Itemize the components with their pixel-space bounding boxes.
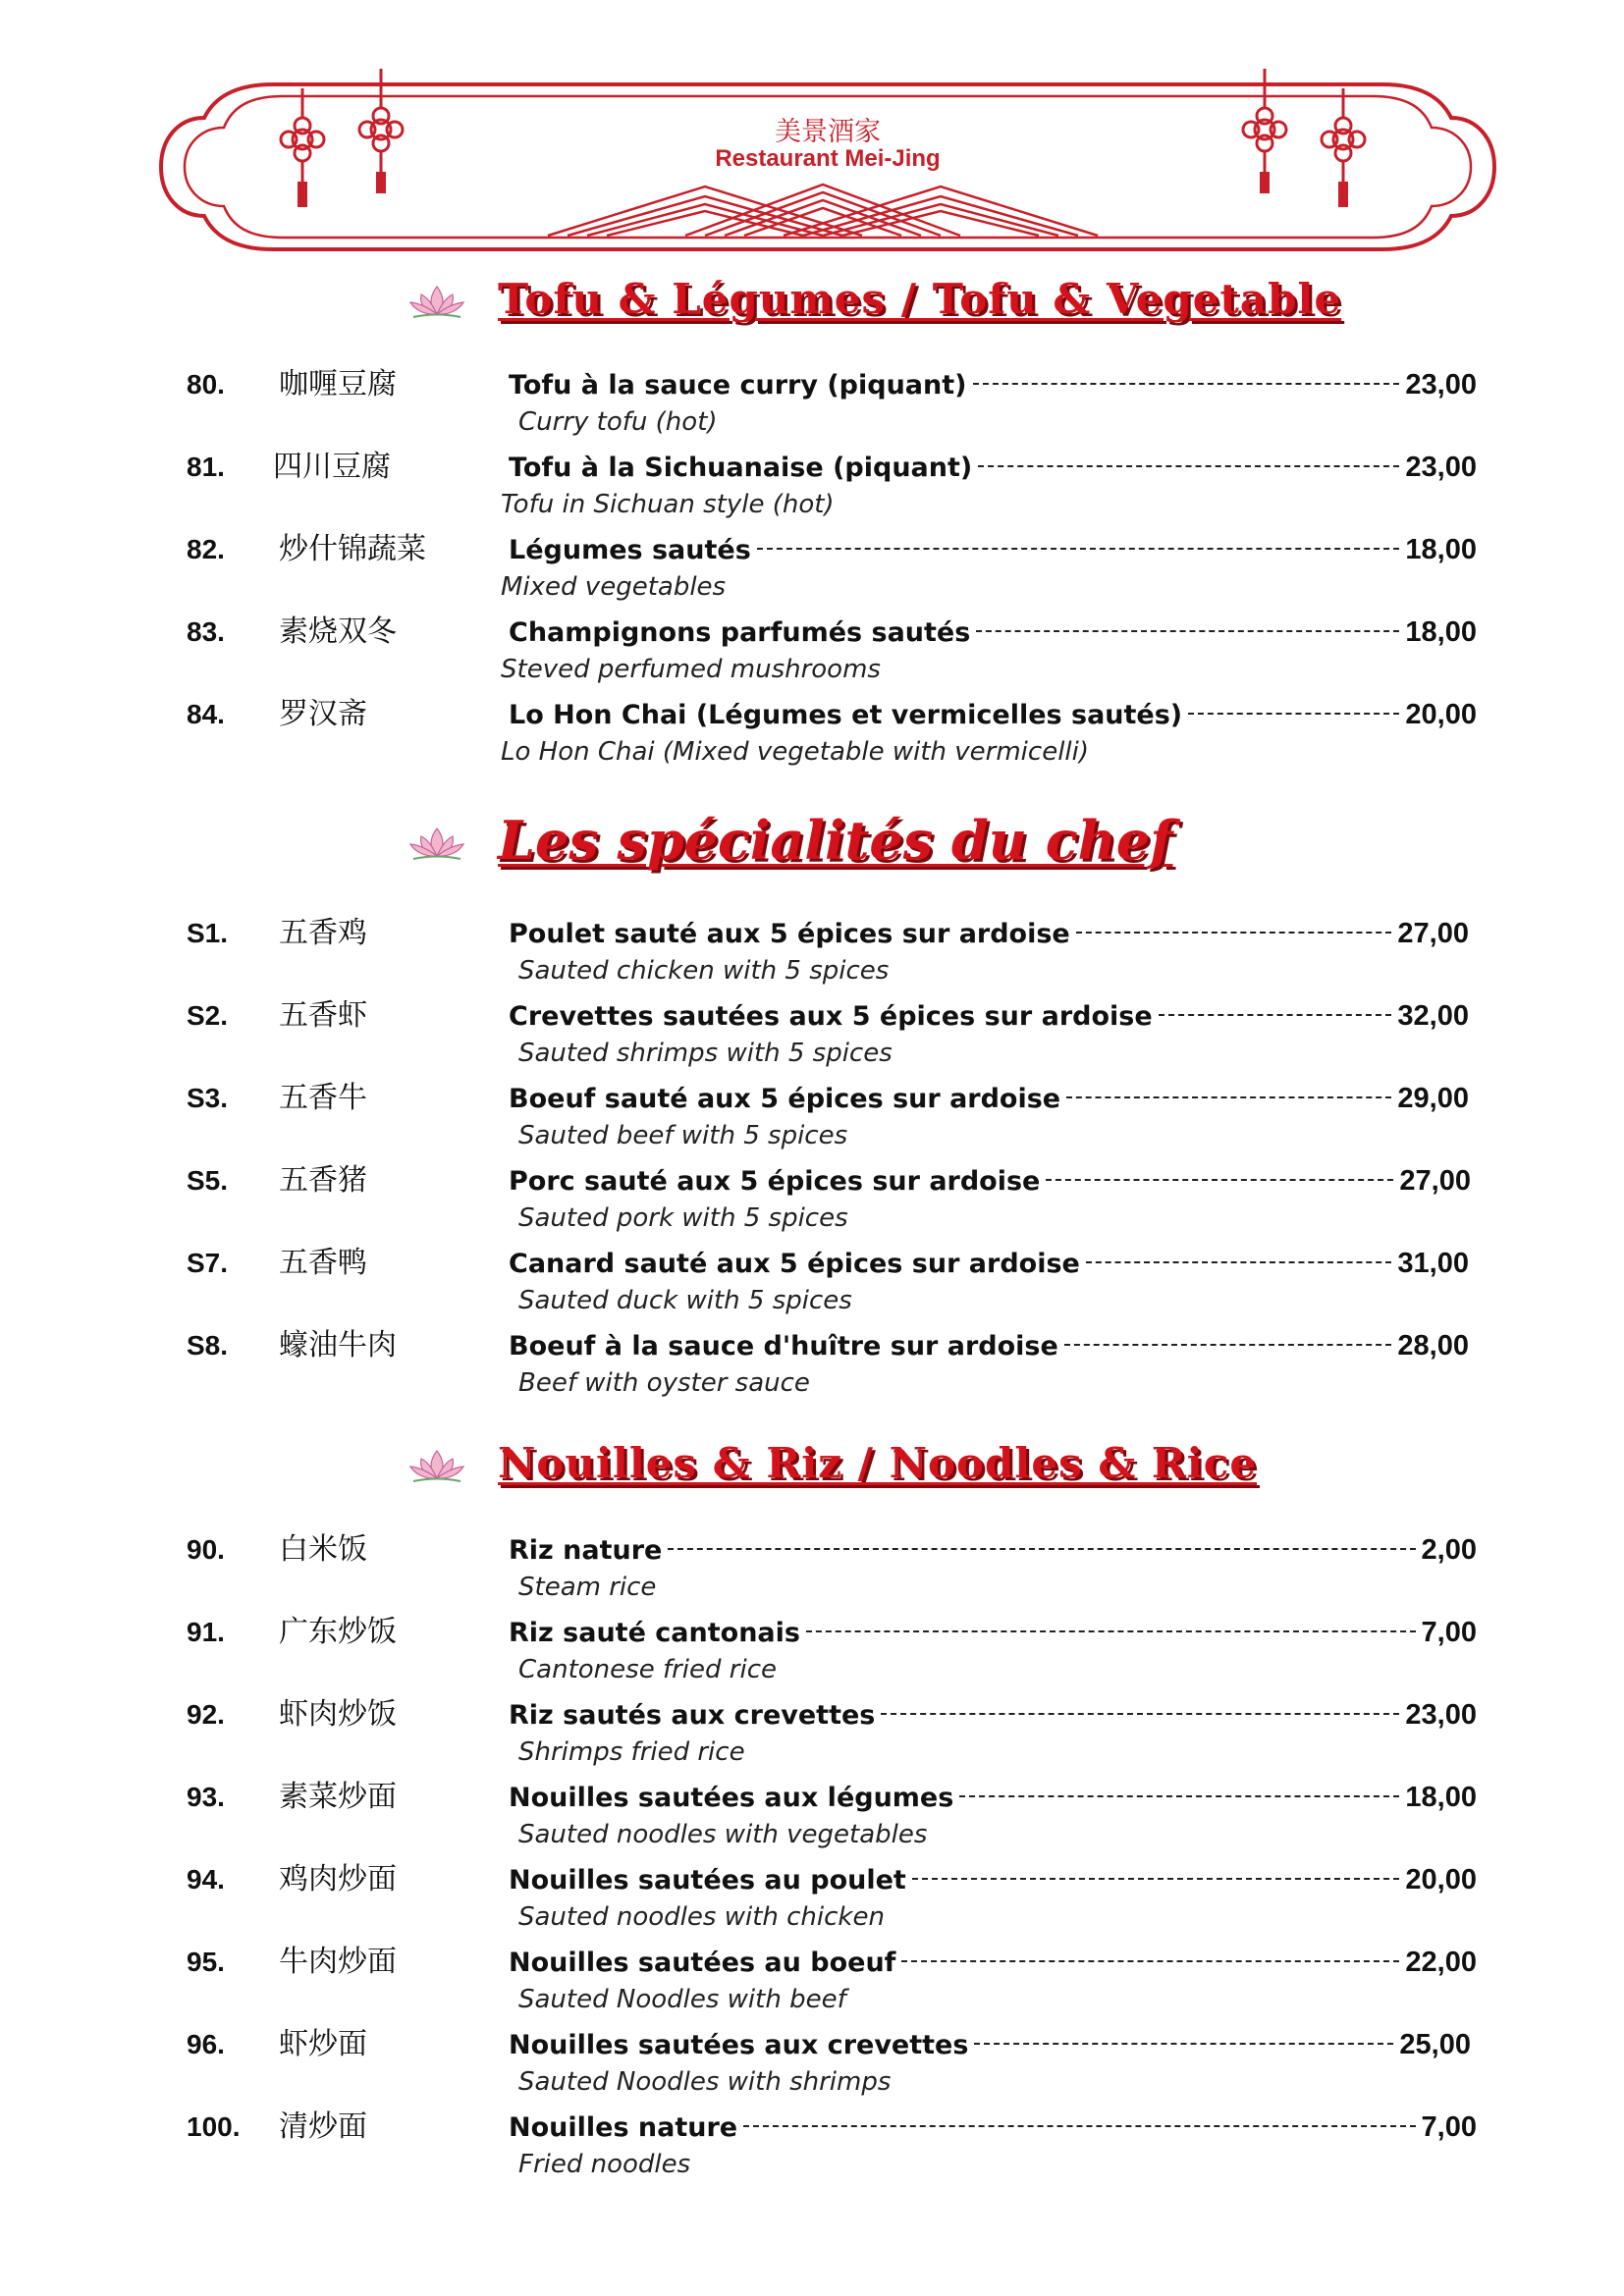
restaurant-name-cn: 美景酒家 [775, 117, 881, 147]
item-name-fr: Crevettes sautées aux 5 épices sur ardoise [509, 1001, 1153, 1032]
item-number: 93. [187, 1782, 225, 1812]
item-name-en: Mixed vegetables [501, 572, 727, 602]
item-line [509, 1614, 1477, 1651]
item-price: 18,00 [1405, 534, 1477, 565]
menu-item [0, 1944, 1624, 2026]
item-name-cn: 炒什锦蔬菜 [279, 532, 426, 566]
item-line [509, 915, 1469, 952]
item-name-cn: 蠔油牛肉 [279, 1328, 397, 1362]
item-line [509, 1327, 1469, 1364]
item-line [509, 1080, 1469, 1117]
item-name-fr: Tofu à la sauce curry (piquant) [509, 370, 967, 400]
item-price: 23,00 [1405, 369, 1477, 400]
item-price: 22,00 [1405, 1947, 1477, 1978]
item-price: 27,00 [1397, 918, 1469, 949]
item-price: 20,00 [1405, 1864, 1477, 1896]
menu-item [0, 2109, 1624, 2191]
item-price: 27,00 [1399, 1165, 1471, 1197]
menu-item [0, 1080, 1624, 1162]
item-name-fr: Boeuf à la sauce d'huître sur ardoise [509, 1331, 1058, 1362]
menu-item [0, 696, 1624, 778]
item-name-en: Steam rice [518, 1573, 657, 1602]
item-name-cn: 五香鸡 [279, 916, 367, 950]
item-price: 20,00 [1405, 699, 1477, 730]
menu-item [0, 1861, 1624, 1944]
item-name-en: Sauted beef with 5 spices [518, 1121, 848, 1150]
item-number: 80. [187, 369, 225, 400]
item-line [509, 366, 1477, 403]
item-name-en: Sauted duck with 5 spices [518, 1286, 852, 1315]
item-price: 23,00 [1405, 452, 1477, 483]
item-name-fr: Lo Hon Chai (Légumes et vermicelles sautés) [509, 700, 1183, 730]
item-name-cn: 白米饭 [279, 1532, 367, 1567]
menu-item [0, 531, 1624, 614]
item-name-cn: 五香牛 [279, 1081, 367, 1115]
item-name-en: Beef with oyster sauce [518, 1368, 810, 1398]
leader-dashes [668, 1548, 1415, 1550]
item-price: 23,00 [1405, 1699, 1477, 1731]
item-line [509, 614, 1477, 651]
section-title: Les spécialités du chef [498, 809, 1173, 872]
item-name-en: Fried noodles [518, 2150, 691, 2179]
menu-item [0, 1531, 1624, 1614]
item-line [509, 531, 1477, 568]
item-price: 25,00 [1399, 2029, 1471, 2060]
item-price: 7,00 [1421, 2111, 1477, 2143]
leader-dashes [1064, 1344, 1392, 1346]
menu-item [0, 2026, 1624, 2109]
item-name-cn: 素烧双冬 [279, 614, 397, 649]
item-price: 2,00 [1421, 1534, 1477, 1566]
item-name-en: Curry tofu (hot) [518, 407, 718, 437]
menu-item [0, 1245, 1624, 1327]
leader-dashes [959, 1795, 1399, 1797]
leader-dashes [1076, 932, 1392, 934]
item-name-fr: Riz sauté cantonais [509, 1618, 800, 1648]
item-name-en: Tofu in Sichuan style (hot) [501, 490, 835, 519]
item-name-en: Sauted pork with 5 spices [518, 1203, 848, 1233]
leader-dashes [1086, 1261, 1392, 1263]
leader-dashes [974, 2043, 1393, 2045]
item-name-cn: 虾炒面 [279, 2027, 367, 2061]
item-number: 95. [187, 1947, 225, 1977]
item-price: 18,00 [1405, 1782, 1477, 1813]
leader-dashes [978, 465, 1399, 467]
item-number: 94. [187, 1864, 225, 1895]
item-name-cn: 牛肉炒面 [279, 1945, 397, 1979]
item-name-cn: 清炒面 [279, 2109, 367, 2144]
item-number: 90. [187, 1534, 225, 1565]
leader-dashes [743, 2125, 1415, 2127]
item-name-en: Sauted Noodles with beef [518, 1985, 846, 2014]
item-name-cn: 广东炒饭 [279, 1615, 397, 1649]
item-name-fr: Tofu à la Sichuanaise (piquant) [509, 453, 973, 483]
item-name-cn: 五香虾 [279, 998, 367, 1033]
leader-dashes [912, 1878, 1400, 1880]
item-name-cn: 虾肉炒饭 [279, 1697, 397, 1732]
item-number: S8. [187, 1330, 229, 1361]
item-name-cn: 罗汉斋 [279, 697, 367, 731]
leader-dashes [1159, 1014, 1392, 1016]
menu-item [0, 1614, 1624, 1696]
lotus-icon [407, 825, 466, 864]
leader-dashes [1066, 1096, 1391, 1098]
item-price: 28,00 [1397, 1330, 1469, 1362]
menu-item [0, 915, 1624, 997]
item-number: 91. [187, 1617, 225, 1647]
item-name-en: Cantonese fried rice [518, 1655, 777, 1684]
item-price: 18,00 [1405, 616, 1477, 648]
item-name-en: Lo Hon Chai (Mixed vegetable with vermicelli) [501, 737, 1090, 767]
item-number: 82. [187, 534, 225, 564]
item-line [509, 2026, 1471, 2063]
item-number: S1. [187, 918, 229, 948]
item-number: 100. [187, 2111, 241, 2142]
item-number: 83. [187, 616, 225, 647]
lotus-icon [407, 1447, 466, 1486]
item-name-fr: Nouilles sautées au poulet [509, 1865, 906, 1896]
item-name-cn: 鸡肉炒面 [279, 1862, 397, 1896]
menu-item [0, 449, 1624, 531]
item-number: S2. [187, 1000, 229, 1031]
item-name-fr: Nouilles sautées aux légumes [509, 1783, 954, 1813]
item-line [509, 1162, 1471, 1200]
leader-dashes [976, 630, 1399, 632]
item-name-fr: Porc sauté aux 5 épices sur ardoise [509, 1166, 1041, 1197]
menu-item [0, 1779, 1624, 1861]
item-name-cn: 五香鸭 [279, 1246, 367, 1280]
item-price: 29,00 [1397, 1083, 1469, 1114]
item-name-en: Sauted noodles with chicken [518, 1902, 885, 1932]
item-name-en: Steved perfumed mushrooms [501, 655, 881, 684]
item-name-fr: Poulet sauté aux 5 épices sur ardoise [509, 919, 1070, 949]
item-name-fr: Nouilles nature [509, 2112, 738, 2143]
item-name-cn: 咖喱豆腐 [279, 367, 397, 401]
item-number: 92. [187, 1699, 225, 1730]
menu-item [0, 614, 1624, 696]
item-name-fr: Nouilles sautées aux crevettes [509, 2030, 969, 2060]
item-name-fr: Riz nature [509, 1535, 663, 1566]
item-line [509, 1531, 1477, 1569]
item-name-en: Sauted chicken with 5 spices [518, 956, 890, 986]
menu-item [0, 1696, 1624, 1779]
item-line [509, 1861, 1477, 1898]
section-title: Nouilles & Riz / Noodles & Rice [498, 1439, 1258, 1487]
item-line [509, 1779, 1477, 1816]
item-line [509, 1245, 1469, 1282]
item-number: S5. [187, 1165, 229, 1196]
item-name-fr: Champignons parfumés sautés [509, 617, 971, 648]
item-price: 31,00 [1397, 1248, 1469, 1279]
item-name-fr: Canard sauté aux 5 épices sur ardoise [509, 1249, 1080, 1279]
menu-item [0, 366, 1624, 449]
section-title: Tofu & Légumes / Tofu & Vegetable [498, 275, 1342, 323]
item-line [509, 449, 1477, 486]
leader-dashes [806, 1630, 1416, 1632]
item-price: 7,00 [1421, 1617, 1477, 1648]
lotus-icon [407, 283, 466, 322]
leader-dashes [881, 1713, 1399, 1715]
item-name-cn: 四川豆腐 [273, 450, 391, 484]
item-name-en: Shrimps fried rice [518, 1737, 745, 1767]
item-line [509, 1696, 1477, 1734]
leader-dashes [901, 1960, 1399, 1962]
item-name-fr: Riz sautés aux crevettes [509, 1700, 876, 1731]
header-banner [155, 79, 1500, 255]
item-line [509, 2109, 1477, 2146]
item-number: S3. [187, 1083, 229, 1113]
item-number: 84. [187, 699, 225, 729]
item-number: S7. [187, 1248, 229, 1278]
item-name-en: Sauted shrimps with 5 spices [518, 1039, 893, 1068]
menu-item [0, 1327, 1624, 1410]
leader-dashes [757, 548, 1400, 550]
leader-dashes [1046, 1179, 1393, 1181]
item-number: 96. [187, 2029, 225, 2059]
item-name-fr: Légumes sautés [509, 535, 751, 565]
item-name-fr: Boeuf sauté aux 5 épices sur ardoise [509, 1084, 1061, 1114]
menu-item [0, 997, 1624, 1080]
item-number: 81. [187, 452, 225, 482]
item-name-en: Sauted Noodles with shrimps [518, 2067, 892, 2097]
leader-dashes [973, 383, 1400, 385]
item-name-cn: 五香猪 [279, 1163, 367, 1198]
item-line [509, 1944, 1477, 1981]
leader-dashes [1188, 713, 1399, 715]
item-price: 32,00 [1397, 1000, 1469, 1032]
restaurant-name: Restaurant Mei-Jing [715, 145, 941, 172]
item-name-fr: Nouilles sautées au boeuf [509, 1948, 896, 1978]
item-line [509, 997, 1469, 1035]
item-name-en: Sauted noodles with vegetables [518, 1820, 928, 1849]
item-name-cn: 素菜炒面 [279, 1780, 397, 1814]
item-line [509, 696, 1477, 733]
menu-item [0, 1162, 1624, 1245]
